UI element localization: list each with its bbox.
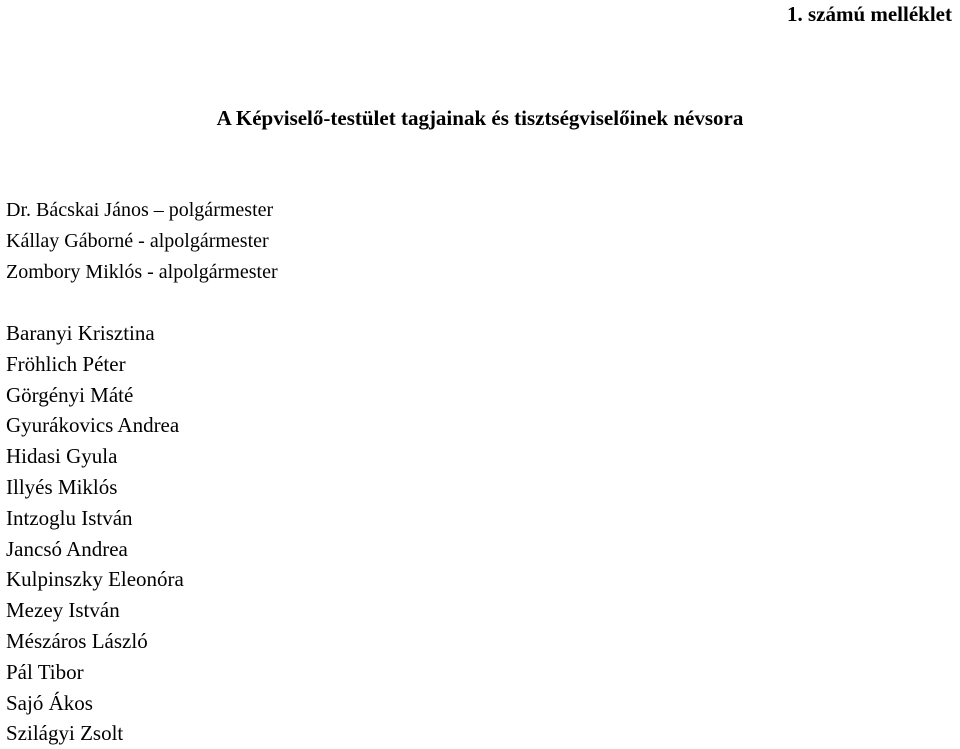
- member-name: Jancsó Andrea: [6, 536, 128, 561]
- member-name: Mészáros László: [6, 628, 148, 653]
- member-name: Szilágyi Zsolt: [6, 721, 124, 746]
- document-title: A Képviselő-testület tagjainak és tisztségviselőinek névsora: [216, 106, 744, 130]
- member-name: Görgényi Máté: [6, 382, 134, 407]
- officer-deputy-mayor-2: Zombory Miklós - alpolgármester: [6, 261, 278, 283]
- annex-label: 1. számú melléklet: [786, 2, 952, 26]
- member-name: Illyés Miklós: [6, 474, 118, 499]
- officer-deputy-mayor-1: Kállay Gáborné - alpolgármester: [6, 230, 269, 252]
- member-name: Fröhlich Péter: [6, 351, 126, 376]
- member-name: Intzoglu István: [6, 505, 133, 530]
- officers-list: [6, 195, 278, 288]
- member-name: Pál Tibor: [6, 659, 84, 684]
- members-list: [6, 318, 184, 749]
- member-name: Hidasi Gyula: [6, 444, 118, 469]
- officer-mayor: Dr. Bácskai János – polgármester: [6, 199, 274, 221]
- member-name: Gyurákovics Andrea: [6, 413, 180, 438]
- member-name: Baranyi Krisztina: [6, 321, 155, 345]
- member-name: Kulpinszky Eleonóra: [6, 567, 184, 592]
- member-name: Mezey István: [6, 598, 120, 623]
- member-name: Sajó Ákos: [6, 690, 93, 715]
